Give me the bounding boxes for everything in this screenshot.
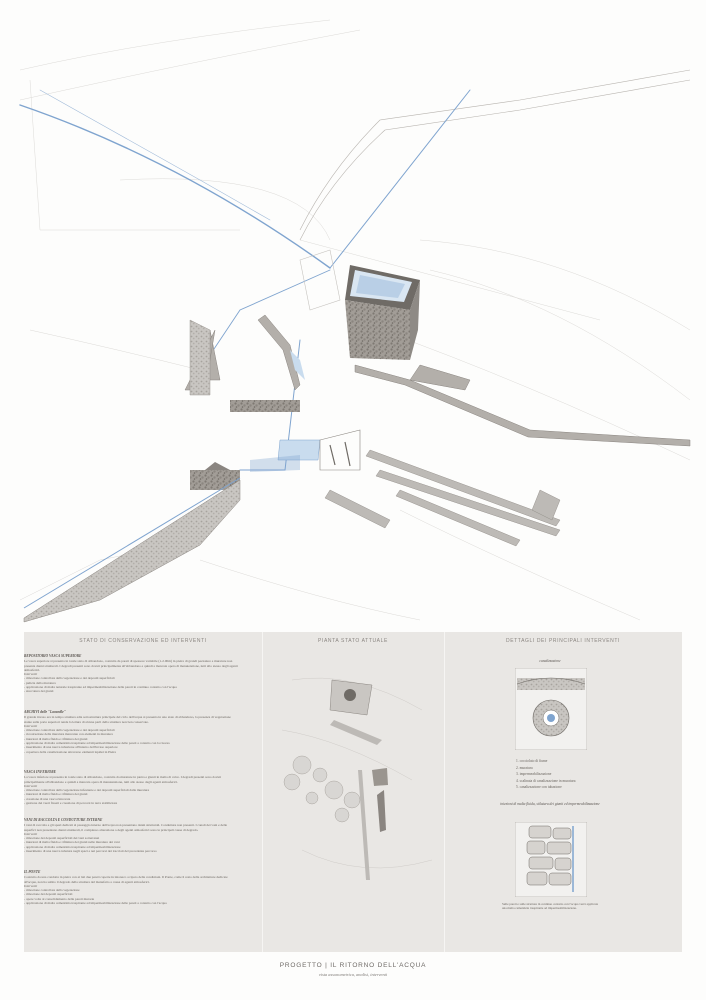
section-heading: VASCA INFERIORE	[24, 770, 56, 774]
section-item: - applicazione di malta cementizia traspirante ad impermeabilizzazione delle pareti a contatto con la risorsa	[24, 741, 170, 746]
section-item: - creazione di una vasca rinnovata	[24, 796, 71, 801]
plan-trees	[284, 756, 360, 822]
left-column-title: STATO DI CONSERVAZIONE ED INTERVENTI	[79, 638, 207, 644]
lower-slope	[24, 478, 240, 622]
section-body: La vasca inferiore si presenta in totale stato di abbandono, costruita da murature in pietra e giunti in malta di calce. I degradi presenti sono dovuti principalmente all'abbandono e quindi a mancata opera di manutenzione, tutti allo stesso degli agenti atmosferici.	[24, 775, 222, 784]
section-label: Interventi	[24, 672, 38, 677]
section-item: - inserimento di una nuova tubatura negli spazi e nei percorsi dei tracciati del precedente percorso	[24, 849, 157, 854]
site-plan	[262, 650, 444, 950]
section-item: - iniezioni di malta fluida e rifinitura dei giunti	[24, 792, 88, 797]
section-label: Interventi	[24, 723, 38, 728]
poster-subtitle: vista assonometrica, analisi, interventi	[318, 972, 388, 977]
poster-title: PROGETTO | IL RITORNO DELL'ACQUA	[279, 962, 427, 969]
detail-note: Sulle pareti e sulle strutture in continuo contatto con l'acqua verrà applicata una malta cementizia traspirante ad impermeabilizzazione.	[502, 902, 599, 911]
plan-building	[377, 790, 386, 832]
section-item: - rimozione controllata della vegetazione	[24, 888, 80, 893]
plan-wall	[358, 770, 370, 880]
walls	[185, 315, 690, 446]
section-vasca-inferiore	[24, 770, 238, 805]
parapet-wall	[300, 70, 690, 240]
section-item: - rimozione controllata della vegetazione e dei depositi superficiali	[24, 676, 115, 681]
legend-item: 2. muratura	[516, 765, 533, 770]
legend-item: 1. cocciolato di fiume	[516, 759, 548, 763]
detail-muratura	[517, 678, 585, 690]
section-item: - inserimento di una nuova tubazione all'interno dell'invaso superiore	[24, 745, 118, 750]
section-item: - rimozione controllata della vegetazione e dei depositi superficiali	[24, 728, 115, 733]
detail-caption-bottom: iniezioni di malta fluida, stilatura dei giunti ed impermeabilizzazione	[500, 802, 600, 806]
detail-wall-drawing	[515, 822, 587, 897]
section-item: - iniezioni di malta fluida e rifinitura dei giunti nelle murature dei vani	[24, 840, 120, 845]
section-vani-raccolta	[24, 818, 238, 853]
plan-building	[372, 768, 388, 786]
section-item: - gestione dei vuoti fissati e creazione di percorsi in terra stabilizzata	[24, 801, 118, 806]
section-body: I vani di raccolta e gli spazi dedicati al passaggio interno dell'acqua non presentano danni strutturali. Condutture non presenti. I canali dei vani e delle superfici non presentano danni strutturali, il complesso alterazione a degli agenti atmosferici sono le principali cause di degrado.	[24, 823, 228, 832]
section-heading: IL PONTE	[24, 870, 41, 874]
detail-caption-top: canalizzazione	[539, 659, 561, 663]
section-item: - iniezioni di malta fluida e rifinitura dei giunti	[24, 736, 88, 741]
legend-item: 5. canalizzazione con tubazione	[516, 785, 562, 790]
section-body: Il grande invaso era in tempo struttura adia sottostruttura principale del ciclo dell'acqua si presenta in uno stato di abbandono, la presenza di vegetazione stante sulle porte superiori rende la lettura di alcune parti della struttura non ben conservate.	[24, 715, 231, 724]
section-item: - stuccatura dei giunti	[24, 689, 54, 694]
section-heading: REPOSITORIO VASCA SUPERIORE	[24, 654, 82, 658]
legend-item: 4. scalinata di canalizzazione in muratura	[516, 778, 576, 783]
upper-tower	[300, 250, 420, 360]
plan-wall	[330, 720, 382, 745]
section-heading: VANI DI RACCOLTA E CONDUTTURE INTERNE	[24, 818, 103, 822]
section-label: Interventi	[24, 883, 38, 888]
section-label: Interventi	[24, 831, 38, 836]
column-divider	[444, 632, 445, 952]
detail-water	[547, 714, 555, 722]
section-item: - applicazione di malta naturale traspirante ad impermeabilizzazione delle pareti in continuo contatto con l'acqua	[24, 685, 177, 690]
left-wall	[190, 320, 210, 395]
section-item: - applicazione di malta cementizia traspirante ad impermeabilizzazione delle pareti a contatto con l'acqua	[24, 901, 167, 906]
section-vasca-superiore	[24, 654, 238, 694]
section-item: - opere volte al consolidamento delle pareti murarie	[24, 896, 95, 901]
section-item: - rimozione controllata della vegetazione infestante e dei depositi superficiali dalla muratura	[24, 788, 150, 793]
section-label: Interventi	[24, 783, 38, 788]
section-archivi	[24, 710, 238, 754]
detail-legend	[516, 758, 575, 791]
section-body: Costruito da una condotta in pietra con ai lati due pareti coperte in intonaco a riparo delle condizioni. Il Ponte, come il resto delle architetture dedicate all'acqua, non ha subito il degrado della struttura del manufatto a causa di agenti atmosferici.	[24, 875, 228, 884]
section-body: Le vasca superiore si presenta in totale stato di abbandono, costruita da pareti di spessore variabile (1-2.00m) in pietra di grandi pezzature e murature non presenta danni strutturali. I degradi presenti sono dovuti principalmente all'abbandono e quindi a mancata opera di manutenzione, tutti allo stesso degli agenti atmosferici.	[24, 659, 238, 672]
section-ponte	[24, 870, 238, 905]
section-item: - copertura della canalizzazione attraverso elementi lapidei in Pietra	[24, 749, 117, 754]
section-item: - rimozione dei depositi superficiali	[24, 892, 73, 897]
section-item: - pulizia della muratura	[24, 680, 56, 685]
middle-column-title: PIANTA STATO ATTUALE	[318, 638, 388, 644]
section-item: - rimozione dei depositi superficiali dei vani sotterranei	[24, 836, 100, 841]
plan-tower	[344, 689, 356, 701]
section-heading: ARCHIVI delle "Lavandle"	[24, 710, 66, 714]
section-item: - applicazione di malta cementizia traspirante ad impermeabilizzazione	[24, 844, 121, 849]
legend-item: 3. impermeabilizzazione	[516, 772, 552, 777]
right-column-title: DETTAGLI DEI PRINCIPALI INTERVENTI	[505, 638, 621, 644]
section-item: - ricostruzione della muratura mancante con elementi in muratura	[24, 732, 113, 737]
detail-section-drawing	[515, 668, 587, 750]
